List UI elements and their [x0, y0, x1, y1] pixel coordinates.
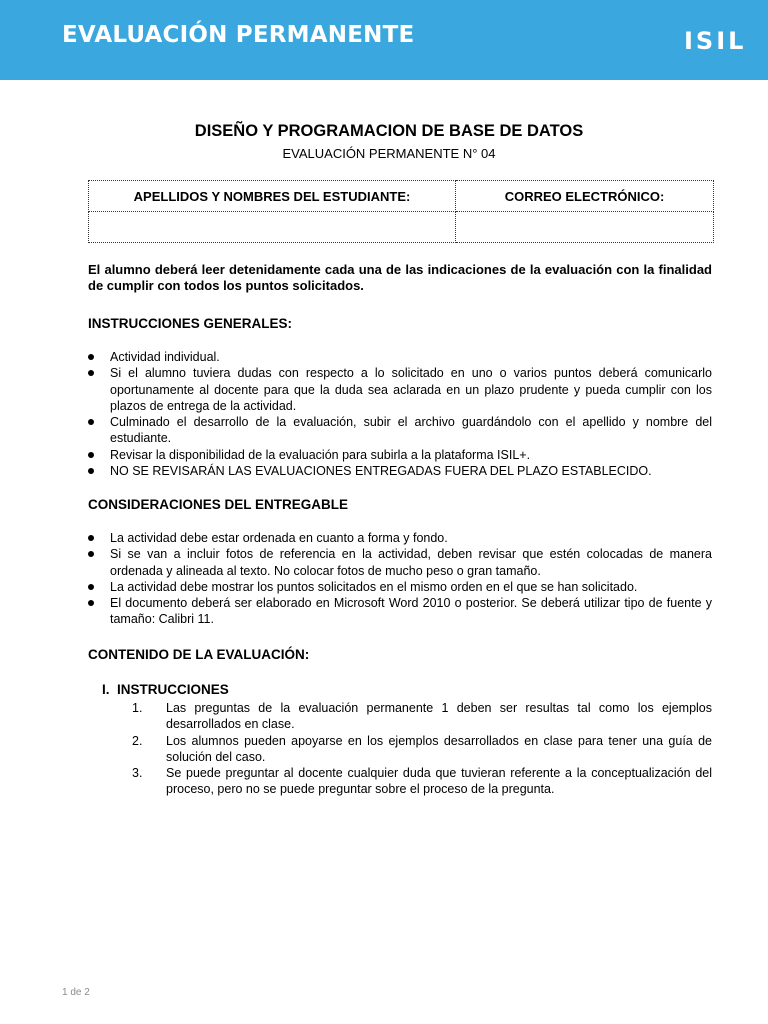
isil-logo: ISIL: [684, 27, 747, 55]
list-item: La actividad debe mostrar los puntos solicitados en el mismo orden en el que se han solicitado.: [88, 579, 712, 595]
bullet-icon: [88, 354, 94, 360]
list-item: El documento deberá ser elaborado en Microsoft Word 2010 o posterior. Se deberá utilizar tipo de fuente y tamaño: Calibri 11.: [88, 595, 712, 628]
list-item: [126, 765, 712, 798]
instructions-subheading: [102, 682, 229, 697]
step-text: Las preguntas de la evaluación permanente 1 deben ser resultas tal como los ejemplos desarrollados en clase.: [166, 701, 712, 732]
step-number: 2.: [132, 733, 143, 748]
section-title: INSTRUCCIONES: [117, 682, 229, 697]
instructions-steps: [126, 700, 712, 798]
step-number: 1.: [132, 701, 143, 715]
list-item: Si el alumno tuviera dudas con respecto a lo solicitado en uno o varios puntos deberá comunicarlo oportunamente al docente para que la duda sea aclarada en un plazo prudente y pueda cumplir con los plazos de entrega de la actividad.: [88, 365, 712, 414]
document-title: DISEÑO Y PROGRAMACION DE BASE DE DATOS: [194, 122, 584, 140]
general-instructions-list: [88, 349, 712, 479]
bullet-icon: [88, 468, 94, 474]
list-item: Revisar la disponibilidad de la evaluación para subirla a la plataforma ISIL+.: [88, 447, 712, 463]
bullet-icon: [88, 419, 94, 425]
list-item: La actividad debe estar ordenada en cuanto a forma y fondo.: [88, 530, 712, 546]
step-text: Se puede preguntar al docente cualquier duda que tuvieran referente a la conceptualización del proceso, pero no se puede preguntar sobre el proceso de la pregunta.: [166, 766, 712, 797]
section-number: I.: [102, 682, 110, 697]
bullet-icon: [88, 535, 94, 541]
list-item: Si se van a incluir fotos de referencia en la actividad, deben revisar que estén colocadas de manera ordenada y alineada al texto. No colocar fotos de mucho peso o gran tamaño.: [88, 546, 712, 579]
banner-title: EVALUACIÓN PERMANENTE: [62, 22, 415, 48]
deliverable-list: [88, 530, 712, 628]
bullet-icon: [88, 370, 94, 376]
content-heading: CONTENIDO DE LA EVALUACIÓN:: [88, 647, 310, 662]
list-item: [126, 700, 712, 733]
bullet-icon: [88, 600, 94, 606]
list-item: Actividad individual.: [88, 349, 712, 365]
general-instructions-heading: INSTRUCCIONES GENERALES:: [88, 316, 293, 331]
bullet-icon: [88, 452, 94, 458]
email-header: CORREO ELECTRÓNICO:: [456, 181, 714, 212]
table-header-row: [89, 181, 714, 212]
list-item: [126, 733, 712, 766]
student-name-header: APELLIDOS Y NOMBRES DEL ESTUDIANTE:: [89, 181, 456, 212]
deliverable-heading: CONSIDERACIONES DEL ENTREGABLE: [88, 497, 349, 512]
step-text: Los alumnos pueden apoyarse en los ejemplos desarrollados en clase para tener una guía de solución del caso.: [166, 733, 712, 764]
step-number: 3.: [132, 766, 143, 781]
bullet-icon: [88, 584, 94, 590]
table-input-row: [89, 212, 714, 243]
header-banner: [0, 0, 768, 80]
email-field[interactable]: [456, 212, 714, 243]
list-item: NO SE REVISARÁN LAS EVALUACIONES ENTREGADAS FUERA DEL PLAZO ESTABLECIDO.: [88, 463, 712, 479]
student-info-table: [88, 180, 714, 243]
student-name-field[interactable]: [89, 212, 456, 243]
page-number: 1 de 2: [62, 987, 90, 998]
intro-paragraph: El alumno deberá leer detenidamente cada una de las indicaciones de la evaluación con la finalidad de cumplir con todos los puntos solicitados.: [88, 262, 712, 294]
bullet-icon: [88, 551, 94, 557]
list-item: Culminado el desarrollo de la evaluación, subir el archivo guardándolo con el apellido y nombre del estudiante.: [88, 414, 712, 447]
document-subtitle: EVALUACIÓN PERMANENTE N° 04: [282, 146, 496, 161]
